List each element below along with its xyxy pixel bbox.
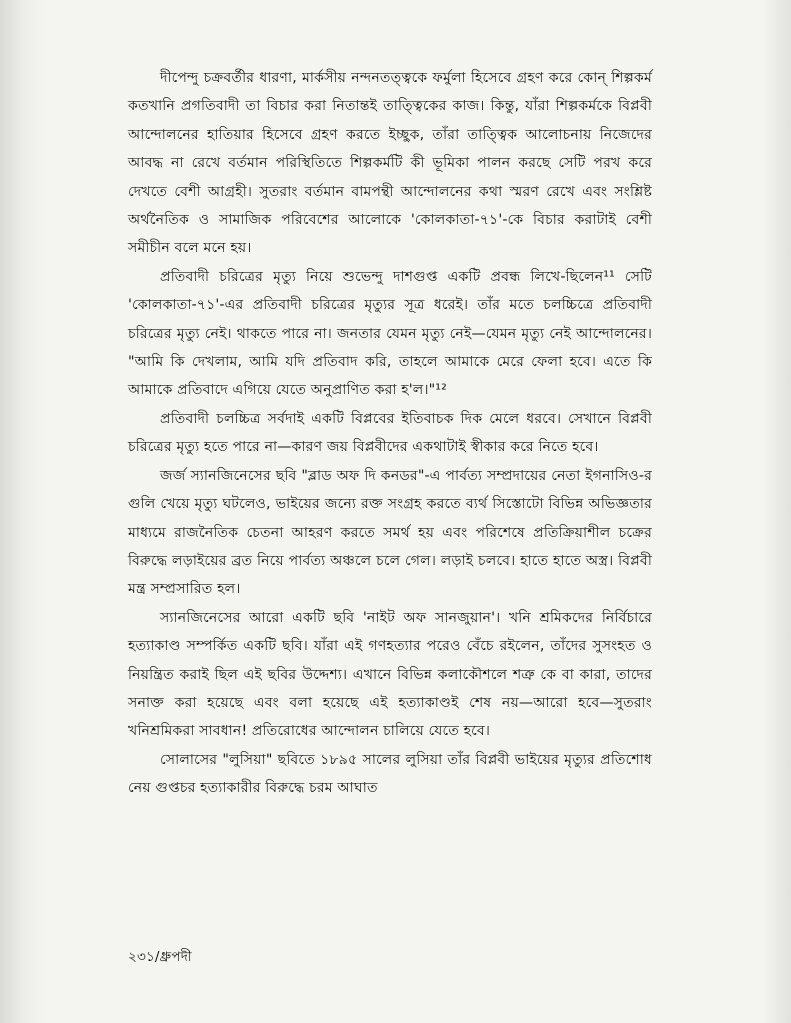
paragraph-5: স্যানজিনেসের আরো একটি ছবি 'নাইট অফ সানজুয়ান'। খনি শ্রমিকদের নির্বিচারে হত্যাকাণ্ড সম্পর্কিত একটি ছবি। যাঁরা এই গণহত্যার পরেও বেঁচে রইলেন, তাঁদের সুসংহত ও নিয়ন্ত্রিত করাই ছিল এই ছবির উদ্দেশ্য। এখানে বিভিন্ন কলাকৌশলে শত্রু কে বা কারা, তাদের সনাক্ত করা হয়েছে এবং বলা হয়েছে এই হত্যাকাণ্ডই শেষ নয়—আরো হবে—সুতরাং খনিশ্রমিকরা সাবধান! প্রতিরোধের আন্দোলন চালিয়ে যেতে হবে। — [128, 609, 652, 740]
paragraph-1: দীপেন্দু চক্রবর্তীর ধারণা, মার্কসীয় নন্দনতত্ত্বকে ফর্মুলা হিসেবে গ্রহণ করে কোন্ শিল্পকর্ম কতখানি প্রগতিবাদী তা বিচার করা নিতান্তই তাত্ত্বিকের কাজ। কিন্তু, যাঁরা শিল্পকর্মকে বিপ্লবী আন্দোলনের হাতিয়ার হিসেবে গ্রহণ করতে ইচ্ছুক, তাঁরা তাত্ত্বিক আলোচনায় নিজেদের আবদ্ধ না রেখে বর্তমান পরিস্থিতিতে শিল্পকর্মটি কী ভূমিকা পালন করছে সেটি পরখ করে দেখতে বেশী আগ্রহী। সুতরাং বর্তমান বামপন্থী আন্দোলনের কথা স্মরণ রেখে এবং সংশ্লিষ্ট অর্থনৈতিক ও সামাজিক পরিবেশের আলোকে 'কোলকাতা-৭১'-কে বিচার করাটাই বেশী সমীচীন বলে মনে হয়। — [128, 70, 652, 257]
page-edge-shadow-left — [0, 0, 46, 1023]
paragraph-3: প্রতিবাদী চলচ্চিত্র সর্বদাই একটি বিপ্লবের ইতিবাচক দিক মেলে ধরবে। সেখানে বিপ্লবী চরিত্রের মৃত্যু হতে পারে না—কারণ জয় বিপ্লবীদের একথাটাই স্বীকার করে নিতে হবে। — [128, 410, 652, 456]
paragraph-6: সোলাসের "লুসিয়া" ছবিতে ১৮৯৫ সালের লুসিয়া তাঁর বিপ্লবী ভাইয়ের মৃত্যুর প্রতিশোধ নেয় গুপ্তচর হত্যাকারীর বিরুদ্ধে চরম আঘাত — [128, 751, 652, 797]
paragraph-4: জর্জ স্যানজিনেসের ছবি "ব্লাড অফ দি কনডর"-এ পার্বত্য সম্প্রদায়ের নেতা ইগনাসিও-র গুলি খেয়ে মৃত্যু ঘটলেও, ভাইয়ের জন্যে রক্ত সংগ্রহ করতে ব্যর্থ সিস্তোটো বিভিন্ন অভিজ্ঞতার মাধ্যমে রাজনৈতিক চেতনা আহরণ করতে সমর্থ হয় এবং পরিশেষে প্রতিক্রিয়াশীল চক্রের বিরুদ্ধে লড়াইয়ের ব্রত নিয়ে পার্বত্য অঞ্চলে চলে গেল। লড়াই চলবে। হাতে হাতে অস্ত্র। বিপ্লবী মন্ত্র সম্প্রসারিত হল। — [128, 467, 652, 598]
body-text — [128, 64, 652, 803]
paragraph-2: প্রতিবাদী চরিত্রের মৃত্যু নিয়ে শুভেন্দু দাশগুপ্ত একটি প্রবন্ধ লিখে-ছিলেন¹¹ সেটি 'কোলকাতা-৭১'-এর প্রতিবাদী চরিত্রের মৃত্যুর সূত্র ধরেই। তাঁর মতে চলচ্চিত্রে প্রতিবাদী চরিত্রের মৃত্যু নেই। থাকতে পারে না। জনতার যেমন মৃত্যু নেই—যেমন মৃত্যু নেই আন্দোলনের। "আমি কি দেখলাম, আমি যদি প্রতিবাদ করি, তাহলে আমাকে মেরে ফেলা হবে। এতে কি আমাকে প্রতিবাদে এগিয়ে যেতে অনুপ্রাণিত করা হ'ল।"¹² — [128, 268, 652, 399]
page-footer: ২৩১/ধ্রুপদী — [128, 949, 192, 965]
page-edge-shadow-right — [763, 0, 791, 1023]
